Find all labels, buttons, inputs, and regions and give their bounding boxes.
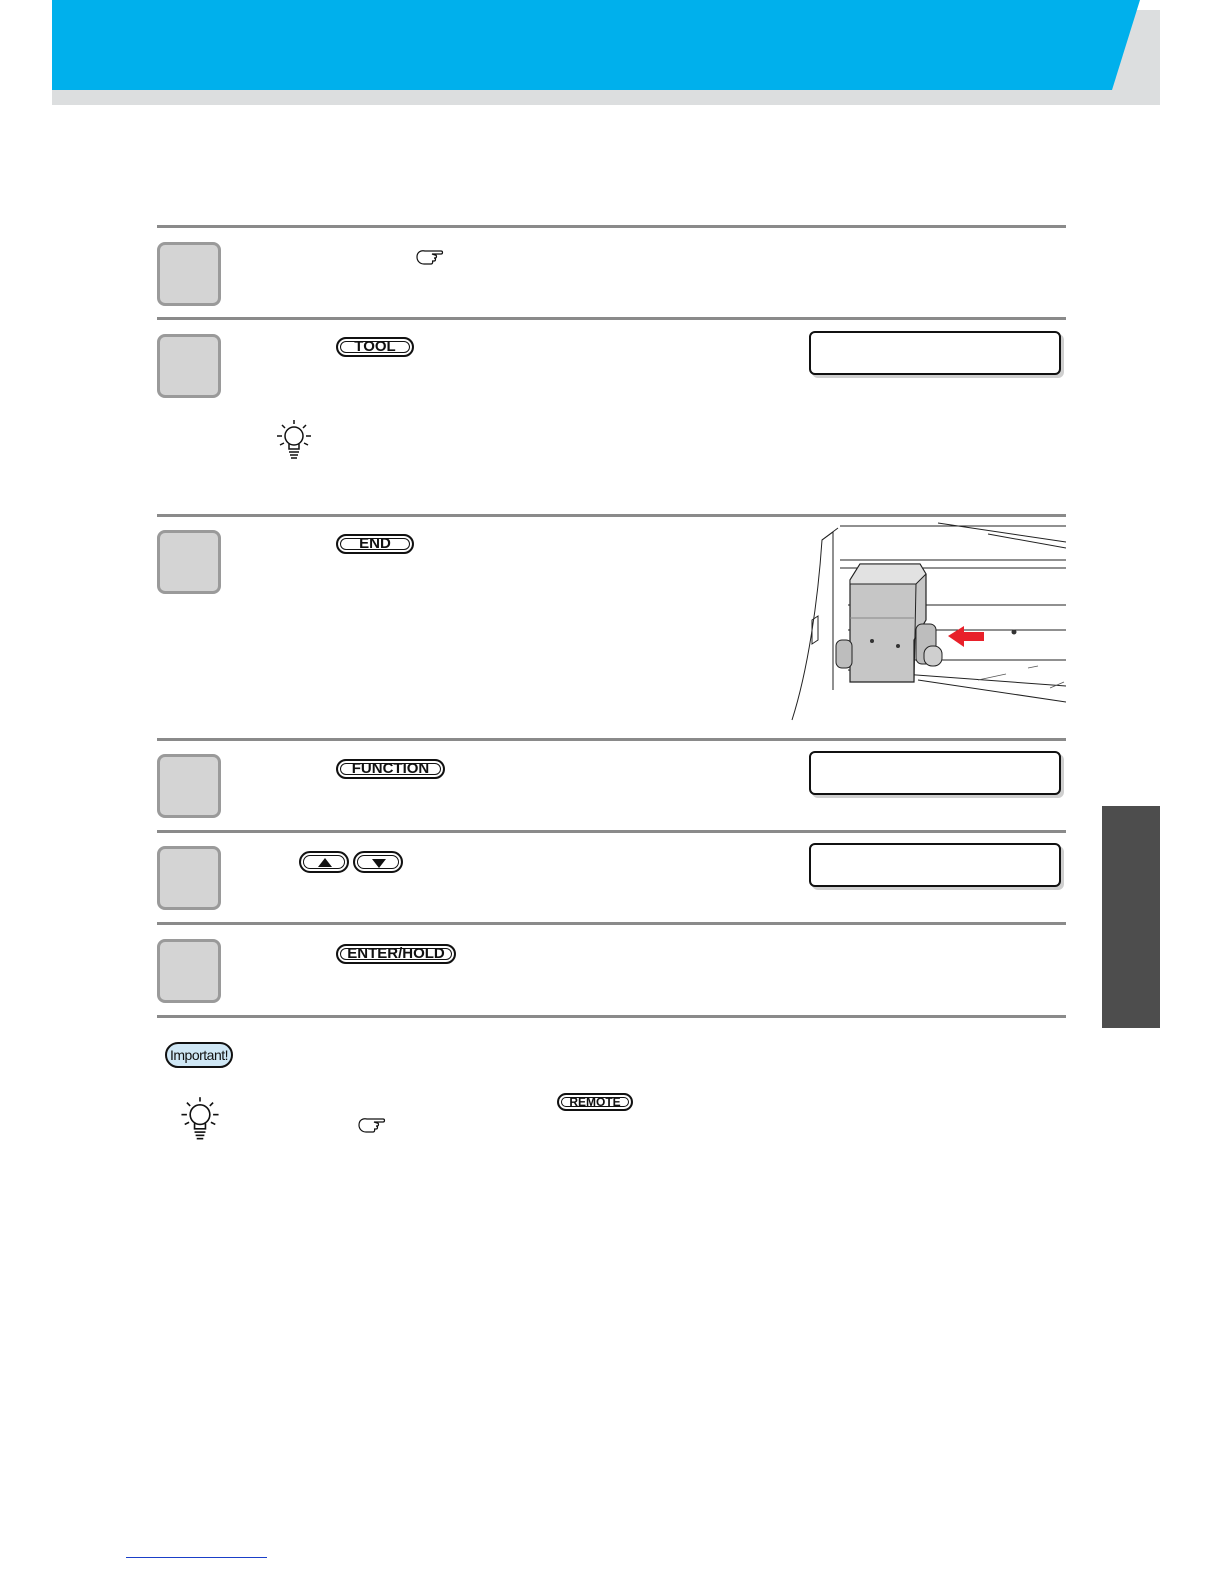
step-number-box <box>157 334 221 398</box>
step-divider <box>157 922 1066 925</box>
tool-key: TOOL <box>336 337 414 357</box>
function-key: FUNCTION <box>336 759 445 779</box>
footer-link-underline[interactable] <box>126 1557 267 1558</box>
cutter-carriage-illustration <box>788 520 1066 725</box>
up-arrow-key <box>299 851 349 873</box>
step-divider <box>157 1015 1066 1018</box>
step-divider <box>157 830 1066 833</box>
step-number-box <box>157 754 221 818</box>
header-banner <box>52 0 1140 90</box>
up-arrow-icon <box>318 858 332 867</box>
down-arrow-icon <box>372 859 386 868</box>
step-number-box <box>157 846 221 910</box>
lightbulb-icon <box>274 418 314 462</box>
important-badge: Important! <box>165 1042 233 1068</box>
step-divider <box>157 738 1066 741</box>
pointing-hand-icon <box>357 1116 387 1134</box>
remote-key: REMOTE <box>557 1093 633 1111</box>
step-number-box <box>157 939 221 1003</box>
down-arrow-key <box>353 851 403 873</box>
pointing-hand-icon <box>415 248 445 266</box>
lcd-display <box>809 331 1061 375</box>
lcd-display <box>809 751 1061 795</box>
step-divider <box>157 225 1066 228</box>
step-divider <box>157 317 1066 320</box>
step-divider <box>157 514 1066 517</box>
chapter-side-tab <box>1102 806 1160 1028</box>
lcd-display <box>809 843 1061 887</box>
end-key: END <box>336 534 414 554</box>
enter-hold-key: ENTER/HOLD <box>336 944 456 964</box>
lightbulb-icon <box>178 1095 222 1143</box>
step-number-box <box>157 530 221 594</box>
step-number-box <box>157 242 221 306</box>
